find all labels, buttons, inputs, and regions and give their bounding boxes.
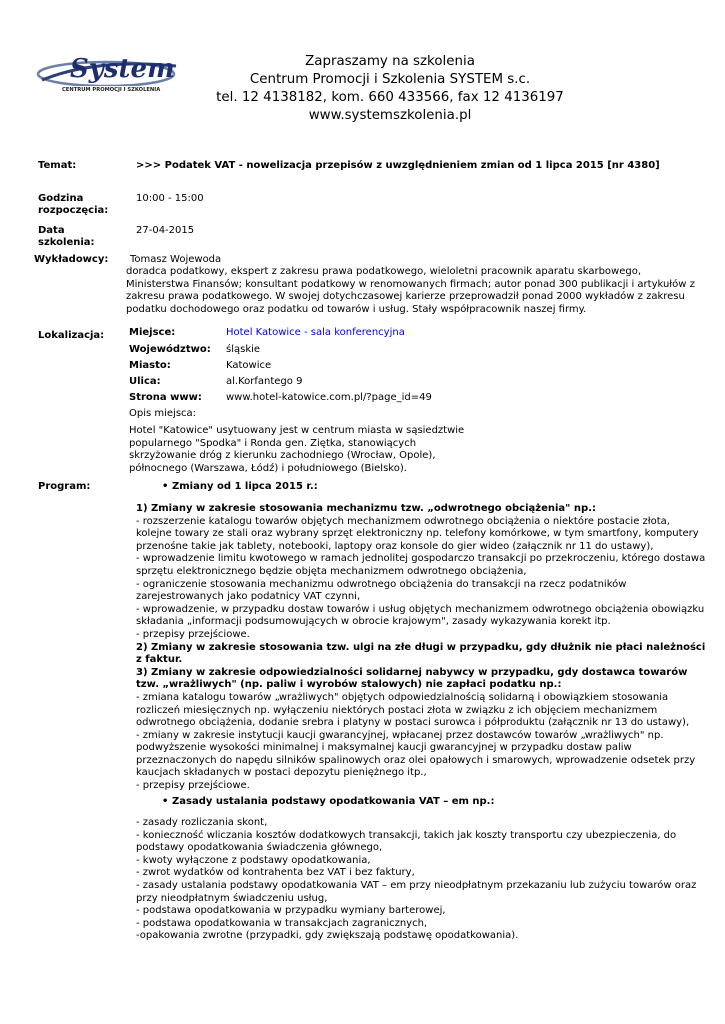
- street-label: Ulica:: [129, 376, 161, 387]
- program-line: - zasady rozliczania skont,: [136, 817, 268, 828]
- program-line: - zmiany w zakresie instytucji kaucji gwarancyjnej, wpłacanej przez dostawców towarów „wrażliwych" np.: [136, 729, 664, 741]
- region-value: śląskie: [226, 344, 261, 355]
- program-line: 2) Zmiany w zakresie stosowania tzw. ulgi na złe długi w przypadku, gdy dłużnik nie płaci należności: [136, 641, 706, 653]
- lecturer-bio-line: zakresu prawa podatkowego. W swojej dotychczasowej karierze przeprowadził ponad 2000 wykładów z zakresu: [126, 291, 685, 303]
- program-line: - ograniczenie stosowania mechanizmu odwrotnego obciążenia do transakcji na rzecz podatników: [136, 578, 627, 590]
- program-line: tzw. „wrażliwych" (np. paliw i wyrobów stalowych) nie zapłaci podatku np.:: [136, 679, 562, 691]
- place-link[interactable]: Hotel Katowice - sala konferencyjna: [226, 327, 405, 338]
- lecturers-label: Wykładowcy:: [34, 254, 109, 265]
- program-line: - rozszerzenie katalogu towarów objętych mechanizmem odwrotnego obciążenia o niektóre postacie złota,: [136, 515, 670, 527]
- street-value: al.Korfantego 9: [226, 376, 303, 387]
- program-line: - podstawa opodatkowania w przypadku wymiany barterowej,: [136, 905, 446, 917]
- lecturer-bio-line: doradca podatkowy, ekspert z zakresu prawa podatkowego, wieloletni pracownik aparatu skarbowego,: [126, 266, 642, 277]
- city-label: Miasto:: [129, 360, 171, 371]
- program-line: -opakowania zwrotne (przypadki, gdy zwiększają podstawę opodatkowania).: [136, 930, 519, 942]
- program-bullet-tax-base: [162, 796, 494, 809]
- place-description-line: północnego (Warszawa, Łódź) i południowego (Bielsko).: [129, 462, 407, 474]
- header-line-company: Centrum Promocji i Szkolenia SYSTEM s.c.: [249, 72, 531, 87]
- program-line: przeznaczonych do napędu silników spalinowych oraz olei opałowych i smarowych, wprowadzenie odsetek przy: [136, 754, 696, 766]
- program-line: rozliczeń miesięcznych np. wyłączeniu niektórych postaci złota w związku z ich objęciem mechanizmem: [136, 704, 658, 716]
- program-line: kolejne towary ze stali oraz wybrany sprzęt elektroniczny np. telefony komórkowe, w tym smartfony, komputery: [136, 528, 699, 540]
- program-line: odwrotnego obciążenia, dodanie srebra i platyny w postaci surowca i półproduktu (załącznik nr 13 do ustawy),: [136, 717, 690, 729]
- lecturer-bio-line: Ministerstwa Finansów; konsultant podatkowy w renomowanych firmach; autor ponad 300 publikacji i artykułów z: [126, 278, 695, 290]
- place-description-line: Hotel "Katowice" usytuowany jest w centrum miasta w sąsiedztwie: [129, 425, 465, 436]
- header-line-invite: Zapraszamy na szkolenia: [305, 54, 475, 69]
- bullet-dot: •: [162, 796, 169, 807]
- time-label-1: Godzina: [38, 193, 84, 204]
- program-line: - podstawa opodatkowania w transakcjach zagranicznych,: [136, 917, 428, 929]
- lecturer-name: Tomasz Wojewoda: [130, 254, 222, 265]
- city-value: Katowice: [226, 360, 272, 371]
- program-line: przy nieodpłatnym świadczeniu usług,: [136, 892, 328, 904]
- header-line-website[interactable]: www.systemszkolenia.pl: [308, 108, 472, 123]
- logo-tagline: CENTRUM PROMOCJI I SZKOLENIA: [62, 87, 161, 93]
- bullet-text: Zmiany od 1 lipca 2015 r.:: [172, 481, 318, 492]
- date-label-1: Data: [38, 225, 65, 236]
- program-line: przenośne takie jak tablety, notebooki, laptopy oraz konsole do gier wideo (załącznik nr 11 do ustawy),: [136, 540, 654, 552]
- topic-label: Temat:: [38, 160, 77, 171]
- place-description-line: skrzyżowanie dróg z kierunku zachodniego (Wrocław, Opole),: [129, 450, 436, 462]
- program-line: składania „informacji podsumowujących w obrocie krajowym", zasady wykazywania korekt itp.: [136, 616, 611, 628]
- header-line-phone: tel. 12 4138182, kom. 660 433566, fax 12 4136197: [216, 90, 564, 105]
- place-label: Miejsce:: [129, 327, 176, 338]
- program-section-changes: [136, 503, 706, 793]
- bullet-dot: •: [162, 481, 169, 492]
- date-value: 27-04-2015: [136, 225, 195, 236]
- program-line: - przepisy przejściowe.: [136, 780, 250, 792]
- program-line: - zasady ustalania podstawy opodatkowania VAT – em przy nieodpłatnym przekazaniu lub zużyciu towarów oraz: [136, 879, 697, 891]
- program-line: - przepisy przejściowe.: [136, 628, 250, 640]
- bullet-text: Zasady ustalania podstawy opodatkowania VAT – em np.:: [172, 796, 495, 807]
- topic-value: >>> Podatek VAT - nowelizacja przepisów z uwzględnieniem zmian od 1 lipca 2015 [nr 4380]: [136, 160, 660, 171]
- program-line: 3) Zmiany w zakresie odpowiedzialności solidarnej nabywcy w przypadku, gdy dostawca towarów: [136, 666, 688, 678]
- program-line: 1) Zmiany w zakresie stosowania mechanizmu tzw. „odwrotnego obciążenia" np.:: [136, 503, 596, 514]
- time-value: 10:00 - 15:00: [136, 193, 204, 204]
- location-label: Lokalizacja:: [38, 330, 105, 341]
- site-label: Strona www:: [129, 392, 202, 403]
- time-label-2: rozpoczęcia:: [38, 205, 109, 216]
- site-value: www.hotel-katowice.com.pl/?page_id=49: [226, 392, 432, 403]
- program-line: kaucjach składanych w postaci depozytu pieniężnego itp.,: [136, 767, 427, 779]
- logo-word: System: [70, 54, 175, 84]
- program-line: - konieczność wliczania kosztów dodatkowych transakcji, takich jak koszty transportu czy ubezpieczenia, do: [136, 829, 677, 841]
- program-line: - zwrot wydatków od kontrahenta bez VAT i bez faktury,: [136, 867, 415, 879]
- program-line: - wprowadzenie, w przypadku dostaw towarów i usług objętych mechanizmem odwrotnego obciążenia obowiązku: [136, 603, 705, 615]
- program-line: podwyższenie wysokości minimalnej i maksymalnej kaucji gwarancyjnej w przypadku dostaw paliw: [136, 742, 632, 754]
- place-description: [129, 425, 464, 475]
- program-line: - kwoty wyłączone z podstawy opodatkowania,: [136, 854, 371, 866]
- program-line: - zmiana katalogu towarów „wrażliwych" objętych odpowiedzialnością solidarną i obowiązkiem stosowania: [136, 691, 669, 703]
- program-section-tax-base: [136, 817, 697, 943]
- program-line: z faktur.: [136, 654, 183, 666]
- program-line: zarejestrowanych jako podatnicy VAT czynni,: [136, 591, 361, 603]
- place-description-line: popularnego "Spodka" i Ronda gen. Ziętka, stanowiących: [129, 437, 417, 449]
- company-logo: [36, 50, 184, 102]
- lecturer-bio-line: podatku dochodowego oraz podatku od towarów i usług. Stały współpracownik naszej firmy.: [126, 303, 587, 315]
- program-bullet-changes: [162, 481, 318, 494]
- region-label: Województwo:: [129, 344, 211, 355]
- program-line: podstawy opodatkowania świadczenia głównego,: [136, 842, 383, 854]
- place-description-label: Opis miejsca:: [129, 408, 197, 419]
- date-label-2: szkolenia:: [38, 237, 95, 248]
- lecturer-bio: [126, 266, 695, 316]
- program-label: Program:: [38, 481, 91, 492]
- program-line: - wprowadzenie limitu kwotowego w ramach jednolitej gospodarczo transakcji po przekroczeniu, którego dostawa: [136, 553, 706, 565]
- program-line: sprzętu elektronicznego będzie objęta mechanizmem odwrotnego obciążenia,: [136, 565, 527, 577]
